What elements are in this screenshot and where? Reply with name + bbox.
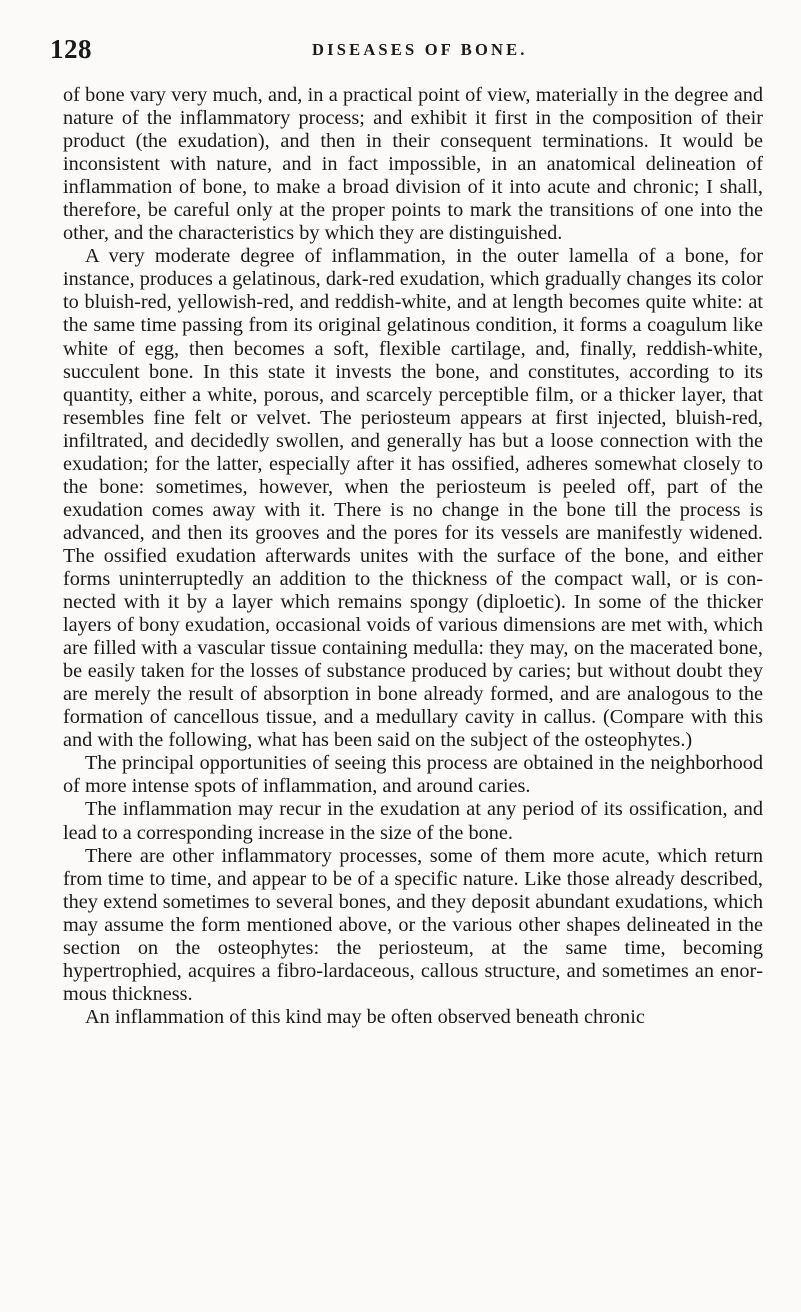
- page-header: [50, 34, 770, 66]
- paragraph: of bone vary very much, and, in a practical point of view, materially in the degree and nature of the inflammatory process; and exhibit it first in the composition of their product (the exudation), and then in their consequent terminations. It would be inconsistent with nature, and in fact impossible, in an anatomical delineation of inflammation of bone, to make a broad division of it into acute and chronic; I shall, therefore, be careful only at the proper points to mark the transitions of one into the other, and the characteristics by which they are distinguished.: [63, 84, 763, 245]
- body-text: [63, 84, 763, 1029]
- paragraph: A very moderate degree of inflammation, in the outer lamella of a bone, for instance, produces a gelatinous, dark-red exudation, which gradually changes its color to bluish-red, yellowish-red, and reddish-white, and at length becomes quite white: at the same time passing from its original gelatinous condition, it forms a coagulum like white of egg, then becomes a soft, flexible cartilage, and, finally, reddish-white, succulent bone. In this state it invests the bone, and constitutes, according to its quantity, either a white, porous, and scarcely perceptible film, or a thicker layer, that resembles fine felt or velvet. The periosteum appears at first injected, bluish-red, infiltrated, and decidedly swollen, and generally has but a loose connection with the exudation; for the latter, especially after it has ossified, adheres somewhat closely to the bone: sometimes, however, when the periosteum is peeled off, part of the exudation comes away with it. There is no change in the bone till the process is advanced, and then its grooves and the pores for its vessels are manifestly widened. The ossified exudation afterwards unites with the surface of the bone, and either forms uninterruptedly an addition to the thickness of the compact wall, or is connected with it by a layer which remains spongy (diploetic). In some of the thicker layers of bony exudation, occasional voids of various dimensions are met with, which are filled with a vascular tissue containing medulla: they may, on the macerated bone, be easily taken for the losses of substance produced by caries; but without doubt they are merely the result of absorption in bone already formed, and are analogous to the formation of cancellous tissue, and a medullary cavity in callus. (Compare with this and with the following, what has been said on the subject of the osteophytes.): [63, 245, 763, 752]
- paragraph: There are other inflammatory processes, some of them more acute, which return from time to time, and appear to be of a specific nature. Like those already described, they extend sometimes to several bones, and they deposit abundant exudations, which may assume the form mentioned above, or the various other shapes delineated in the section on the osteophytes: the periosteum, at the same time, becoming hypertrophied, acquires a fibro-lardaceous, callous structure, and sometimes an enormous thickness.: [63, 844, 763, 1005]
- paragraph: The inflammation may recur in the exudation at any period of its ossification, and lead to a corresponding increase in the size of the bone.: [63, 798, 763, 844]
- running-head: DISEASES OF BONE.: [312, 40, 528, 59]
- page-number: 128: [50, 34, 92, 64]
- paragraph: An inflammation of this kind may be often observed beneath chronic: [85, 1005, 645, 1028]
- paragraph: The principal opportunities of seeing this process are obtained in the neighborhood of more intense spots of inflammation, and around caries.: [63, 752, 763, 798]
